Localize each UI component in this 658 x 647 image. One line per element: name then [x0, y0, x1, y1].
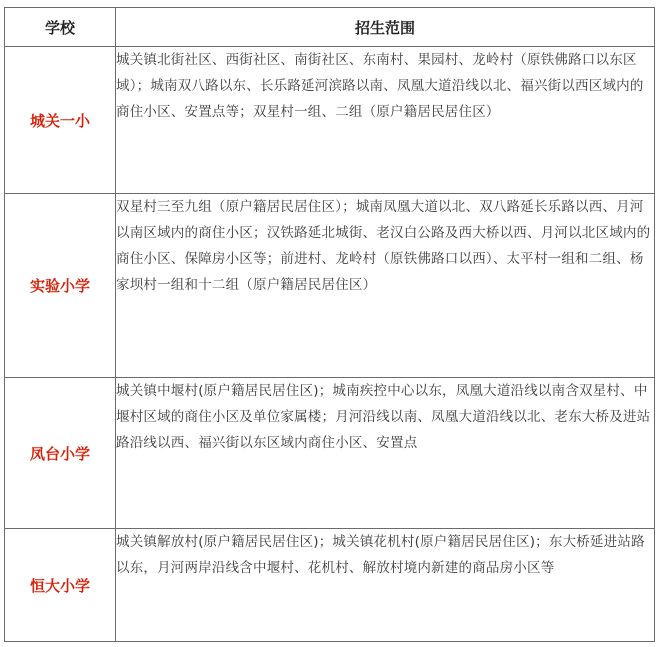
school-name: 恒大小学 — [5, 529, 116, 642]
enrollment-zone-table — [4, 7, 655, 642]
table-row — [5, 378, 655, 529]
table-row — [5, 47, 655, 194]
enrollment-scope: 城关镇解放村(原户籍居民居住区)；城关镇花机村(原户籍居民居住区)；东大桥延进站路以东，月河两岸沿线含中堰村、花机村、解放村境内新建的商品房小区等 — [116, 529, 655, 642]
enrollment-scope: 城关镇北街社区、西街社区、南街社区、东南村、果园村、龙岭村（原铁佛路口以东区域）；城南双八路以东、长乐路延河滨路以南、凤凰大道沿线以北、福兴街以西区域内的商住小区、安置点等；双星村一组、二组（原户籍居民居住区） — [116, 47, 655, 194]
enrollment-scope: 城关镇中堰村(原户籍居民居住区)；城南疾控中心以东，凤凰大道沿线以南含双星村、中堰村区域的商住小区及单位家属楼；月河沿线以南、凤凰大道沿线以北、老东大桥及进站路沿线以西、福兴街以东区域内商住小区、安置点 — [116, 378, 655, 529]
header-school: 学校 — [5, 8, 116, 47]
table-row — [5, 529, 655, 642]
header-scope: 招生范围 — [116, 8, 655, 47]
table-header-row — [5, 8, 655, 47]
school-name: 实验小学 — [5, 194, 116, 378]
enrollment-scope: 双星村三至九组（原户籍居民居住区）；城南凤凰大道以北、双八路延长乐路以西、月河以南区域内的商住小区；汉铁路延北城街、老汉白公路及西大桥以西、月河以北区域内的商住小区、保障房小区等；前进村、龙岭村（原铁佛路口以西）、太平村一组和二组、杨家坝村一组和十二组（原户籍居民居住区） — [116, 194, 655, 378]
school-name: 城关一小 — [5, 47, 116, 194]
school-name: 凤台小学 — [5, 378, 116, 529]
table-row — [5, 194, 655, 378]
